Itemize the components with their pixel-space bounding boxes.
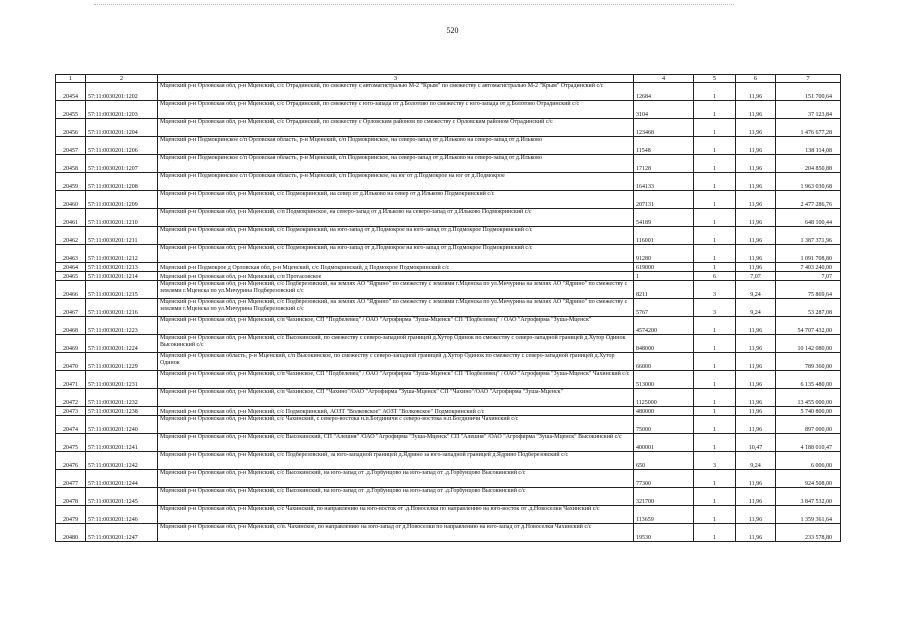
location-description: Мценский р-н Подмокринское с/п Орловская область, р-н Мценский, с/п Подмокринское, на юг от д.Подмокрое на юг от д.Подмокрое <box>158 173 634 191</box>
rate-value: 11,96 <box>736 470 776 488</box>
rate-value: 10,47 <box>736 434 776 452</box>
area-value: 513000 <box>634 371 694 389</box>
category-code: 3 <box>694 299 736 317</box>
row-number: 20465 <box>56 272 86 281</box>
table-row <box>56 434 841 452</box>
location-description: Мценский р-н Орловская обл, р-н Мценский, с/с Высокинский, на юго-запад от .д.Горбунцово на юго-запад от .д.Горбунцово Высокинский с/с <box>158 488 634 506</box>
table-row <box>56 371 841 389</box>
cadastral-number: 57:11:0030201:1244 <box>86 470 158 488</box>
category-code: 1 <box>694 119 736 137</box>
page-number: 520 <box>446 26 459 35</box>
category-code: 3 <box>694 281 736 299</box>
column-header-2: 2 <box>86 75 158 83</box>
row-number: 20472 <box>56 389 86 407</box>
cadastral-number: 57:11:0030201:1209 <box>86 191 158 209</box>
cadastral-value: 924 508,00 <box>776 470 841 488</box>
rate-value: 11,96 <box>736 101 776 119</box>
table-body <box>56 83 841 542</box>
rate-value: 11,96 <box>736 155 776 173</box>
area-value: 8211 <box>634 281 694 299</box>
row-number: 20462 <box>56 227 86 245</box>
category-code: 1 <box>694 191 736 209</box>
category-code: 1 <box>694 101 736 119</box>
category-code: 6 <box>694 272 736 281</box>
rate-value: 11,96 <box>736 335 776 353</box>
category-code: 1 <box>694 317 736 335</box>
cadastral-value: 151 700,64 <box>776 83 841 101</box>
column-header-1: 1 <box>56 75 86 83</box>
cadastral-value: 3 847 532,00 <box>776 488 841 506</box>
area-value: 5767 <box>634 299 694 317</box>
cadastral-value: 6 135 480,00 <box>776 371 841 389</box>
category-code: 1 <box>694 263 736 272</box>
row-number: 20460 <box>56 191 86 209</box>
area-value: 3104 <box>634 101 694 119</box>
cadastral-number: 57:11:0030201:1202 <box>86 83 158 101</box>
category-code: 1 <box>694 488 736 506</box>
area-value: 77300 <box>634 470 694 488</box>
table-row <box>56 209 841 227</box>
area-value: 1 <box>634 272 694 281</box>
cadastral-value: 233 578,80 <box>776 524 841 542</box>
rate-value: 11,96 <box>736 416 776 434</box>
table-row <box>56 452 841 470</box>
table-row <box>56 101 841 119</box>
area-value: 400001 <box>634 434 694 452</box>
cadastral-number: 57:11:0030201:1208 <box>86 173 158 191</box>
column-header-7: 7 <box>776 75 841 83</box>
area-value: 1125000 <box>634 389 694 407</box>
cadastral-number: 57:11:0030201:1247 <box>86 524 158 542</box>
area-value: 123468 <box>634 119 694 137</box>
table-row <box>56 470 841 488</box>
category-code: 1 <box>694 335 736 353</box>
cadastral-value: 897 000,00 <box>776 416 841 434</box>
category-code: 1 <box>694 416 736 434</box>
cadastral-number: 57:11:0030201:1231 <box>86 371 158 389</box>
location-description: Мценский р-н Орловская обл, р-н Мценский, с/с Подберезовский, за юго-западной границей д.Ядрино за юго-западной границей д.Ядрино Подберезовский с/с <box>158 452 634 470</box>
rate-value: 11,96 <box>736 371 776 389</box>
cadastral-value: 1 359 361,64 <box>776 506 841 524</box>
location-description: Мценский р-н Орловская обл, р-н Мценский, с/с Подмокринский, на юго-запад от д.Подмокрое на юго-запад от д.Подмокрое Подмокринский с/с <box>158 245 634 263</box>
cadastral-number: 57:11:0030201:1215 <box>86 281 158 299</box>
location-description: Мценский р-н Орловская обл, р-н Мценский, с/с Подмокринский, на юго-запад от д.Подмокрое на юго-запад от д.Подмокрое Подмокринский с/с <box>158 227 634 245</box>
location-description: Мценский р-н Орловская обл, р-н Мценский, с/п Чахинское, СП "Подбелевец" / ОАО "Агрофирма "Зуша-Мценск" СП "Подбелевец" / ОАО "Агрофирма "Зуша-Мценск" <box>158 317 634 335</box>
rate-value: 9,24 <box>736 452 776 470</box>
location-description: Мценский р-н Орловская обл, р-н Мценский, с/с Подмокринский, на север от д.Ильково на север от д.Ильково Подмокринский с/с <box>158 191 634 209</box>
row-number: 20480 <box>56 524 86 542</box>
table-row <box>56 317 841 335</box>
table-row <box>56 506 841 524</box>
category-code: 1 <box>694 353 736 371</box>
row-number: 20461 <box>56 209 86 227</box>
rate-value: 11,96 <box>736 317 776 335</box>
row-number: 20470 <box>56 353 86 371</box>
category-code: 1 <box>694 209 736 227</box>
area-value: 650 <box>634 452 694 470</box>
cadastral-number: 57:11:0030201:1203 <box>86 101 158 119</box>
table-row <box>56 281 841 299</box>
area-value: 91280 <box>634 245 694 263</box>
area-value: 66000 <box>634 353 694 371</box>
header-row <box>56 75 841 83</box>
category-code: 1 <box>694 155 736 173</box>
location-description: Мценский р-н Орловская обл, р-н Мценский, с/п Чахинское, СП "Чахино"/ОАО "Агрофирма "Зуша-Мценск" СП "Чахино"/ОАО "Агрофирма "Зуша-Мценск" <box>158 389 634 407</box>
row-number: 20478 <box>56 488 86 506</box>
category-code: 1 <box>694 470 736 488</box>
cadastral-number: 57:11:0030201:1206 <box>86 137 158 155</box>
category-code: 1 <box>694 227 736 245</box>
cadastral-value: 5 740 800,00 <box>776 407 841 416</box>
cadastral-value: 7 403 240,00 <box>776 263 841 272</box>
cadastral-value: 54 707 432,00 <box>776 317 841 335</box>
table-row <box>56 335 841 353</box>
location-description: Мценский р-н Орловская обл, р-н Мценский, с/с Подберезовский, на землях АО "Ядрино" по смежеству с землями г.Мценска по ул.Мичурина на землях АО "Ядрино" по смежеству с землями г.Мценска по ул.Мичурина Подберезовский с/с <box>158 299 634 317</box>
area-value: 12684 <box>634 83 694 101</box>
row-number: 20457 <box>56 137 86 155</box>
row-number: 20467 <box>56 299 86 317</box>
scan-artifact-line <box>94 4 734 9</box>
cadastral-number: 57:11:0030201:1241 <box>86 434 158 452</box>
location-description: Мценский р-н Орловская обл, р-н Мценский, с/с Подберезовский, на землях АО "Ядрино" по смежеству с землями г.Мценска по ул.Мичурина на землях АО "Ядрино" по смежеству с землями г.Мценска по ул.Мичурина Подберезовский с/с <box>158 281 634 299</box>
table-row <box>56 227 841 245</box>
category-code: 1 <box>694 371 736 389</box>
category-code: 1 <box>694 137 736 155</box>
cadastral-number: 57:11:0030201:1246 <box>86 506 158 524</box>
cadastral-value: 6 006,00 <box>776 452 841 470</box>
cadastral-value: 2 477 286,76 <box>776 191 841 209</box>
area-value: 207131 <box>634 191 694 209</box>
location-description: Мценский р-н Орловская обл, р-н Мценский, с/п Подмокринское, на северо-запад от д.Ильково на северо-запад от д.Ильково Подмокринский с/с <box>158 209 634 227</box>
cadastral-value: 648 100,44 <box>776 209 841 227</box>
area-value: 4574200 <box>634 317 694 335</box>
cadastral-value: 75 869,64 <box>776 281 841 299</box>
cadastral-value: 1 963 030,68 <box>776 173 841 191</box>
cadastral-value: 13 455 000,00 <box>776 389 841 407</box>
row-number: 20469 <box>56 335 86 353</box>
area-value: 54189 <box>634 209 694 227</box>
rate-value: 11,96 <box>736 353 776 371</box>
area-value: 113659 <box>634 506 694 524</box>
rate-value: 11,96 <box>736 389 776 407</box>
rate-value: 7,07 <box>736 272 776 281</box>
cadastral-number: 57:11:0030201:1214 <box>86 272 158 281</box>
land-parcel-table <box>55 74 841 542</box>
cadastral-number: 57:11:0030201:1242 <box>86 452 158 470</box>
rate-value: 11,96 <box>736 506 776 524</box>
location-description: Мценский р-н Орловская обл, р-н Мценский, с/с Чахинский, по направлению на юго-восток от .д.Новоселки по направлению на юго-восток от .д.Новоселки Чахинский с/с <box>158 506 634 524</box>
cadastral-value: 7,07 <box>776 272 841 281</box>
cadastral-value: 10 142 080,00 <box>776 335 841 353</box>
location-description: Мценский р-н Орловская обл, р-н Мценский, с/п Протасовское <box>158 272 634 281</box>
cadastral-value: 53 287,08 <box>776 299 841 317</box>
table-row <box>56 272 841 281</box>
location-description: Мценский р-н Орловская обл, р-н Мценский, с/с Отрадинский, по смежеству с юго-запада от д.Болотово по смежеству с юго-запада от д.Болотово Отрадинский с/с <box>158 101 634 119</box>
table-row <box>56 407 841 416</box>
rate-value: 11,96 <box>736 209 776 227</box>
category-code: 1 <box>694 173 736 191</box>
area-value: 75000 <box>634 416 694 434</box>
column-header-4: 4 <box>634 75 694 83</box>
cadastral-number: 57:11:0030201:1212 <box>86 245 158 263</box>
row-number: 20471 <box>56 371 86 389</box>
category-code: 1 <box>694 524 736 542</box>
category-code: 3 <box>694 452 736 470</box>
cadastral-value: 138 114,08 <box>776 137 841 155</box>
row-number: 20458 <box>56 155 86 173</box>
table-row <box>56 299 841 317</box>
table-row <box>56 389 841 407</box>
table-row <box>56 245 841 263</box>
rate-value: 9,24 <box>736 299 776 317</box>
rate-value: 9,24 <box>736 281 776 299</box>
table-row <box>56 119 841 137</box>
table-row <box>56 173 841 191</box>
location-description: Мценский р-н Орловская обл, р-н Мценский, с/с Отрадинский, по смежеству с Орловским районом по смежеству с Орловским районом Отрадинский с/с <box>158 119 634 137</box>
area-value: 17128 <box>634 155 694 173</box>
location-description: Мценский р-н Орловская область, р-н Мценский, с/п Высокинское, по смежеству с северо-западной границей д.Хутор Одинок по смежеству с северо-западной границей д.Хутор Одинок <box>158 353 634 371</box>
cadastral-number: 57:11:0030201:1216 <box>86 299 158 317</box>
area-value: 11548 <box>634 137 694 155</box>
area-value: 321700 <box>634 488 694 506</box>
area-value: 19530 <box>634 524 694 542</box>
category-code: 1 <box>694 407 736 416</box>
cadastral-number: 57:11:0030201:1210 <box>86 209 158 227</box>
cadastral-number: 57:11:0030201:1223 <box>86 317 158 335</box>
category-code: 1 <box>694 506 736 524</box>
area-value: 116001 <box>634 227 694 245</box>
row-number: 20456 <box>56 119 86 137</box>
rate-value: 11,96 <box>736 137 776 155</box>
cadastral-value: 1 476 677,28 <box>776 119 841 137</box>
row-number: 20473 <box>56 407 86 416</box>
rate-value: 11,96 <box>736 407 776 416</box>
cadastral-value: 4 188 010,47 <box>776 434 841 452</box>
cadastral-value: 1 387 371,96 <box>776 227 841 245</box>
category-code: 1 <box>694 245 736 263</box>
cadastral-value: 37 123,84 <box>776 101 841 119</box>
location-description: Мценский р-н Орловская обл, р-н Мценский, с/с Подмокринский, АОЗТ "Волковское" АОЗТ "Волковское" Подмокринский с/с <box>158 407 634 416</box>
location-description: Мценский р-н Орловская обл, р-н Мценский, с/с Высокинский, на юго-запад от .д.Горбунцово на юго-запад от .д.Горбунцово Высокинский с/с <box>158 470 634 488</box>
row-number: 20474 <box>56 416 86 434</box>
cadastral-number: 57:11:0030201:1204 <box>86 119 158 137</box>
row-number: 20466 <box>56 281 86 299</box>
row-number: 20479 <box>56 506 86 524</box>
cadastral-number: 57:11:0030201:1240 <box>86 416 158 434</box>
cadastral-number: 57:11:0030201:1213 <box>86 263 158 272</box>
column-header-6: 6 <box>736 75 776 83</box>
table-row <box>56 83 841 101</box>
column-header-3: 3 <box>158 75 634 83</box>
area-value: 848000 <box>634 335 694 353</box>
row-number: 20475 <box>56 434 86 452</box>
rate-value: 11,96 <box>736 83 776 101</box>
rate-value: 11,96 <box>736 119 776 137</box>
category-code: 1 <box>694 434 736 452</box>
location-description: Мценский р-н Орловская обл, р-н Мценский, с/п. Чахинское, по направлению на юго-запад от д.Новоселки по направлению на юго-запад от д.Новоселки Чахинский с/с <box>158 524 634 542</box>
cadastral-value: 1 091 708,80 <box>776 245 841 263</box>
table-row <box>56 137 841 155</box>
row-number: 20476 <box>56 452 86 470</box>
location-description: Мценский р-н Орловская обл, р-н Мценский, с/с Высокинский, по смежеству с северо-западной границей д.Хутор Одинок по смежеству с северо-западной границей д.Хутор Одинок Высокинский с/с <box>158 335 634 353</box>
location-description: Мценский р-н Подмокрое д Орловская обл, р-н Мценский, с/с Подмокринский, д Подмокрое Подмокринский с/с <box>158 263 634 272</box>
cadastral-number: 57:11:0030201:1207 <box>86 155 158 173</box>
rate-value: 11,96 <box>736 245 776 263</box>
row-number: 20454 <box>56 83 86 101</box>
column-header-5: 5 <box>694 75 736 83</box>
table-row <box>56 263 841 272</box>
rate-value: 11,96 <box>736 173 776 191</box>
cadastral-number: 57:11:0030201:1245 <box>86 488 158 506</box>
location-description: Мценский р-н Орловская обл, р-н Мценский, с/с Чахинский, с северо-востока н.п.Богдиничи с северо-востока н.п.Богдиничи Чахинский с/с <box>158 416 634 434</box>
cadastral-value: 789 360,00 <box>776 353 841 371</box>
area-value: 164133 <box>634 173 694 191</box>
location-description: Мценский р-н Подмокринское с/п Орловская область, р-н Мценский, с/п Подмокринское, на северо-запад от д.Ильково на северо-запад от д.Ильково <box>158 155 634 173</box>
cadastral-number: 57:11:0030201:1224 <box>86 335 158 353</box>
location-description: Мценский р-н Подмокринское с/п Орловская область, р-н Мценский, с/п Подмокринское, на северо-запад от д.Ильково на северо-запад от д.Ильково <box>158 137 634 155</box>
cadastral-number: 57:11:0030201:1211 <box>86 227 158 245</box>
table-row <box>56 416 841 434</box>
category-code: 1 <box>694 83 736 101</box>
location-description: Мценский р-н Орловская обл, р-н Мценский, с/п Чахинское, СП "Подбелевец" / ОАО "Агрофирма "Зуша-Мценск" СП "Подбелевец" / ОАО "Агрофирма "Зуша-Мценск" Чахинский с/с <box>158 371 634 389</box>
rate-value: 11,96 <box>736 227 776 245</box>
rate-value: 11,96 <box>736 191 776 209</box>
cadastral-number: 57:11:0030201:1232 <box>86 389 158 407</box>
row-number: 20463 <box>56 245 86 263</box>
area-value: 619000 <box>634 263 694 272</box>
cadastral-value: 204 850,88 <box>776 155 841 173</box>
cadastral-number: 57:11:0030201:1238 <box>86 407 158 416</box>
table-row <box>56 353 841 371</box>
rate-value: 11,96 <box>736 524 776 542</box>
location-description: Мценский р-н Орловская обл, р-н Мценский, с/с Отрадинский, по смежеству с автомагистралью М-2 "Крым" по смежеству с автомагистралью М-2 "Крым" Отрадинский с/с <box>158 83 634 101</box>
row-number: 20459 <box>56 173 86 191</box>
area-value: 480000 <box>634 407 694 416</box>
category-code: 1 <box>694 389 736 407</box>
row-number: 20477 <box>56 470 86 488</box>
rate-value: 11,96 <box>736 488 776 506</box>
row-number: 20464 <box>56 263 86 272</box>
table-row <box>56 524 841 542</box>
table-row <box>56 488 841 506</box>
table-row <box>56 155 841 173</box>
table-row <box>56 191 841 209</box>
row-number: 20468 <box>56 317 86 335</box>
cadastral-number: 57:11:0030201:1229 <box>86 353 158 371</box>
location-description: Мценский р-н Орловская обл, р-н Мценский, с/с Высокинский, СП "Алешня" /ОАО "Агрофирма "Зуша-Мценск" СП "Алешня" /ОАО "Агрофирма "Зуша-Мценск" Высокинский с/с <box>158 434 634 452</box>
row-number: 20455 <box>56 101 86 119</box>
rate-value: 11,96 <box>736 263 776 272</box>
